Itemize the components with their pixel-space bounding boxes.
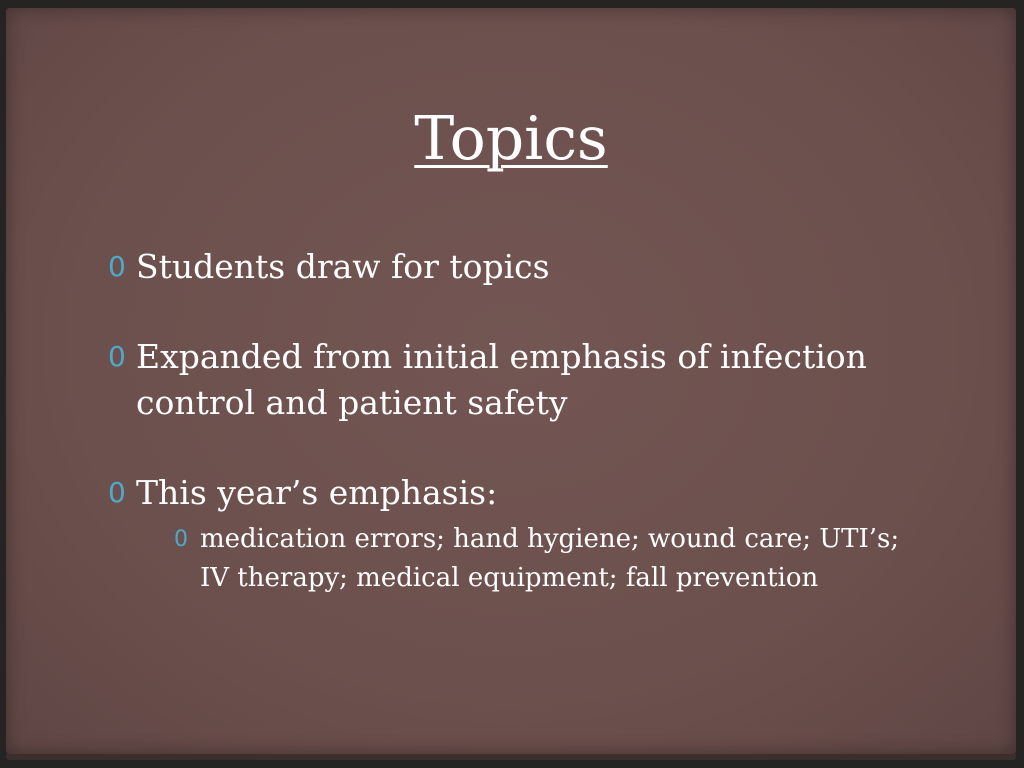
slide-title: Topics xyxy=(414,104,608,174)
bullet-item xyxy=(108,244,928,290)
bullet-item xyxy=(108,470,928,598)
sub-bullet-item xyxy=(174,520,928,598)
bullet-marker-icon: 0 xyxy=(108,250,126,283)
bullet-item xyxy=(108,334,928,426)
bullet-text: This year’s emphasis: xyxy=(136,473,498,512)
slide-panel xyxy=(6,8,1016,754)
sub-bullet-text: medication errors; hand hygiene; wound care; UTI’s; IV therapy; medical equipment; fall prevention xyxy=(200,524,900,593)
bullet-marker-icon: 0 xyxy=(108,476,126,509)
bullet-marker-icon: 0 xyxy=(108,340,126,373)
sub-bullet-marker-icon: 0 xyxy=(174,527,188,552)
bullet-text: Students draw for topics xyxy=(136,247,550,286)
bullet-list xyxy=(108,244,928,598)
bullet-text: Expanded from initial emphasis of infection control and patient safety xyxy=(136,337,867,422)
